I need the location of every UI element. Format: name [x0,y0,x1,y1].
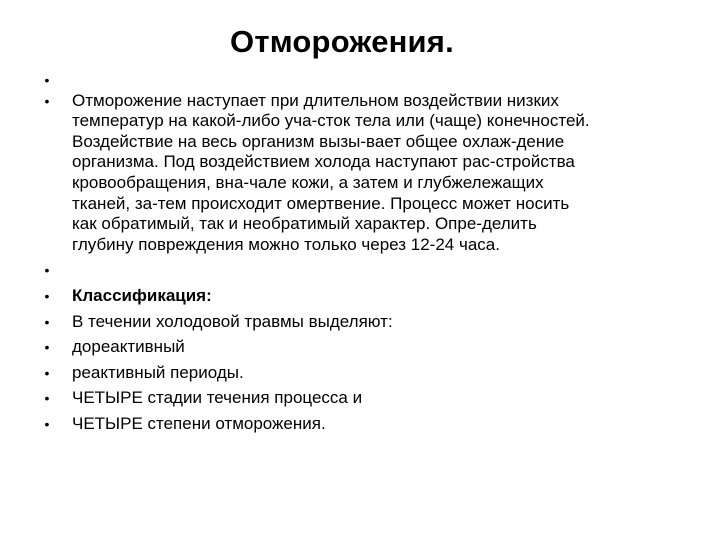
bullet-dot-icon: • [44,262,50,279]
bullet-text-classification-heading: Классификация: [72,285,212,305]
bullet-item-reactive [40,363,700,384]
bullet-dot-icon: • [44,339,50,356]
bullet-text: Отморожение наступает при длительном воздействии низких температур на какой-либо уча-сток тела или (чаще) конечностей. Воздействие на весь организм вызы-вает общее охлаж-дение организма. Под воздействием холода наступают рас-стройства кровообращения, вна-чале кожи, а затем и глубжележащих тканей, за-тем происходит омертвение. Процесс может носить как обратимый, так и необратимый характер. Опре-делить глубину повреждения можно только через 12-24 часа. [72,90,590,254]
bullet-dot-icon: • [44,364,50,381]
bullet-dot-icon: • [44,72,50,88]
bullet-text: дореактивный [72,337,185,357]
bullet-item-empty-2 [40,260,700,281]
bullet-item-course [40,312,700,333]
bullet-item-empty-1 [40,70,700,91]
bullet-list [40,70,700,435]
bullet-dot-icon: • [44,92,50,109]
bullet-text: реактивный периоды. [72,362,244,382]
bullet-item-four-degrees [40,414,700,435]
bullet-item-four-stages [40,388,700,409]
bullet-dot-icon: • [44,287,50,304]
bullet-item-description [40,91,700,256]
bullet-item-prereactive [40,337,700,358]
bullet-item-classification [40,286,700,307]
bullet-dot-icon: • [44,313,50,330]
bullet-dot-icon: • [44,415,50,432]
slide-title: Отморожения. [230,24,454,59]
bullet-text: ЧЕТЫРЕ стадии течения процесса и [72,388,363,408]
bullet-text: ЧЕТЫРЕ степени отморожения. [72,413,326,433]
bullet-dot-icon: • [44,390,50,407]
bullet-text: В течении холодовой травмы выделяют: [72,311,393,331]
